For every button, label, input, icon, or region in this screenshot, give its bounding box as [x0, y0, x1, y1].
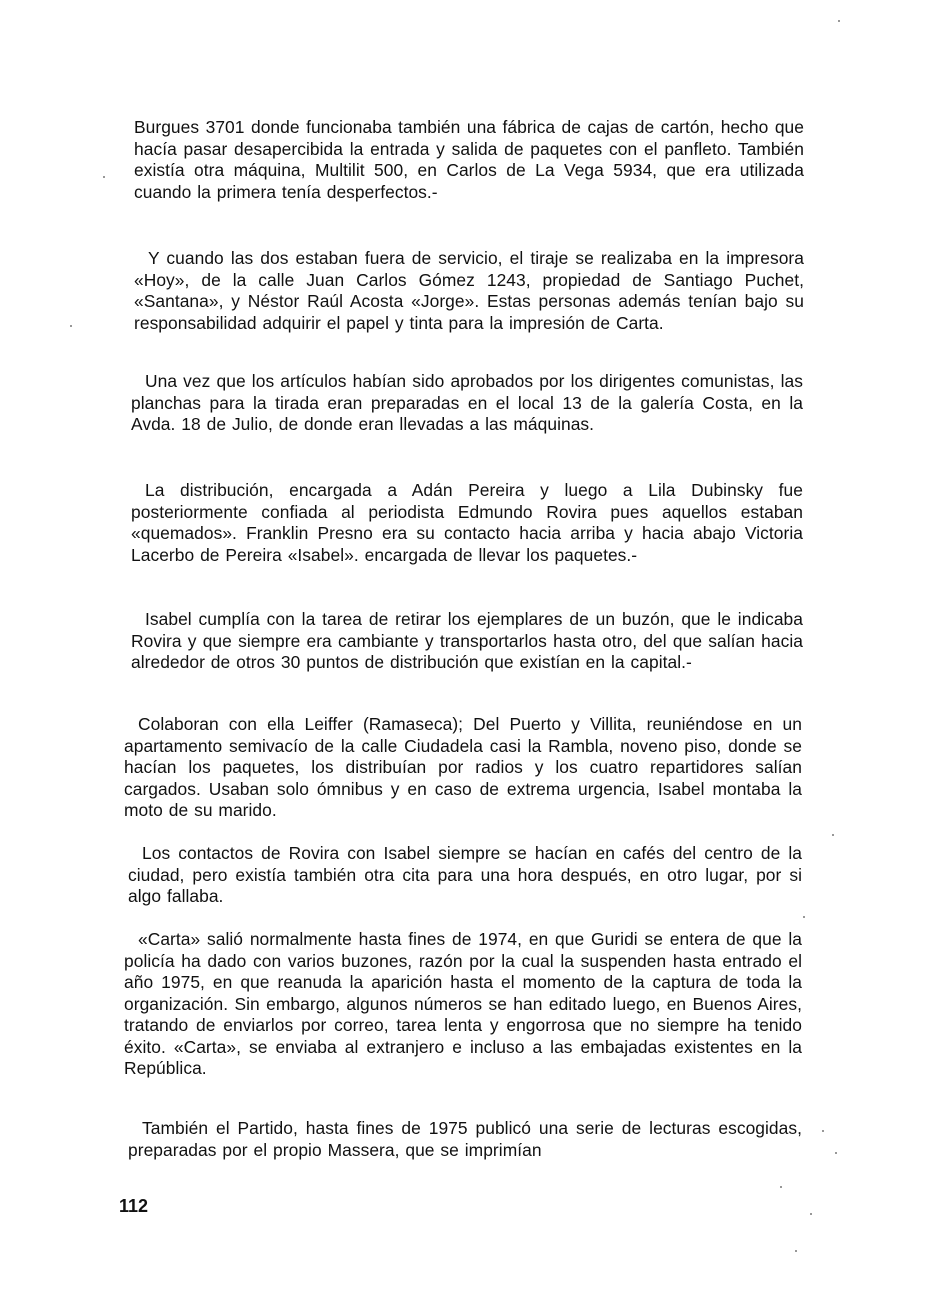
scan-speck: [822, 1130, 824, 1132]
scan-speck: [838, 20, 840, 22]
scan-speck: [795, 1250, 797, 1252]
page-number: 112: [119, 1196, 149, 1216]
paragraph-6: Colaboran con ella Leiffer (Ramaseca); Del Puerto y Villita, reuniéndose en un apartamento semivacío de la calle Ciudadela casi la Rambla, noveno piso, donde se hacían los paquetes, los distribuían por radios y los cuatro repartidores salían cargados. Usaban solo ómnibus y en caso de extrema urgencia, Isabel montaba la moto de su marido.: [124, 714, 802, 820]
paragraph-2: Y cuando las dos estaban fuera de servicio, el tiraje se realizaba en la impresora «Hoy», de la calle Juan Carlos Gómez 1243, propiedad de Santiago Puchet, «Santana», y Néstor Raúl Acosta «Jorge». Estas personas además tenían bajo su responsabilidad adquirir el papel y tinta para la impresión de Carta.: [134, 248, 804, 333]
scan-speck: [835, 1152, 837, 1154]
scan-speck: [780, 1186, 782, 1188]
paragraph-4: La distribución, encargada a Adán Pereira y luego a Lila Dubinsky fue posteriormente confiada al periodista Edmundo Rovira pues aquellos estaban «quemados». Franklin Presno era su contacto hacia arriba y hacia abajo Victoria Lacerbo de Pereira «Isabel». encargada de llevar los paquetes.-: [131, 480, 803, 565]
paragraph-5: Isabel cumplía con la tarea de retirar los ejemplares de un buzón, que le indicaba Rovira y que siempre era cambiante y transportarlos hasta otro, del que salían hacia alrededor de otros 30 puntos de distribución que existían en la capital.-: [131, 609, 803, 672]
scan-speck: [103, 176, 105, 178]
paragraph-3: Una vez que los artículos habían sido aprobados por los dirigentes comunistas, las planchas para la tirada eran preparadas en el local 13 de la galería Costa, en la Avda. 18 de Julio, de donde eran llevadas a las máquinas.: [131, 371, 803, 434]
paragraph-9: También el Partido, hasta fines de 1975 publicó una serie de lecturas escogidas, preparadas por el propio Massera, que se imprimían: [128, 1118, 802, 1160]
paragraph-1: Burgues 3701 donde funcionaba también una fábrica de cajas de cartón, hecho que hacía pasar desapercibida la entrada y salida de paquetes con el panfleto. También existía otra máquina, Multilit 500, en Carlos de La Vega 5934, que era utilizada cuando la primera tenía desperfectos.-: [134, 117, 804, 202]
paragraph-8: «Carta» salió normalmente hasta fines de 1974, en que Guridi se entera de que la policía ha dado con varios buzones, razón por la cual la suspenden hasta entrado el año 1975, en que reanuda la aparición hasta el momento de la captura de toda la organización. Sin embargo, algunos números se han editado luego, en Buenos Aires, tratando de enviarlos por correo, tarea lenta y engorrosa que no siempre ha tenido éxito. «Carta», se enviaba al extranjero e incluso a las embajadas existentes en la República.: [124, 929, 802, 1078]
paragraph-7: Los contactos de Rovira con Isabel siempre se hacían en cafés del centro de la ciudad, pero existía también otra cita para una hora después, en otro lugar, por si algo fallaba.: [128, 843, 802, 906]
scan-speck: [70, 325, 72, 327]
scan-speck: [832, 834, 834, 836]
scan-speck: [803, 916, 805, 918]
scan-speck: [810, 1213, 812, 1215]
